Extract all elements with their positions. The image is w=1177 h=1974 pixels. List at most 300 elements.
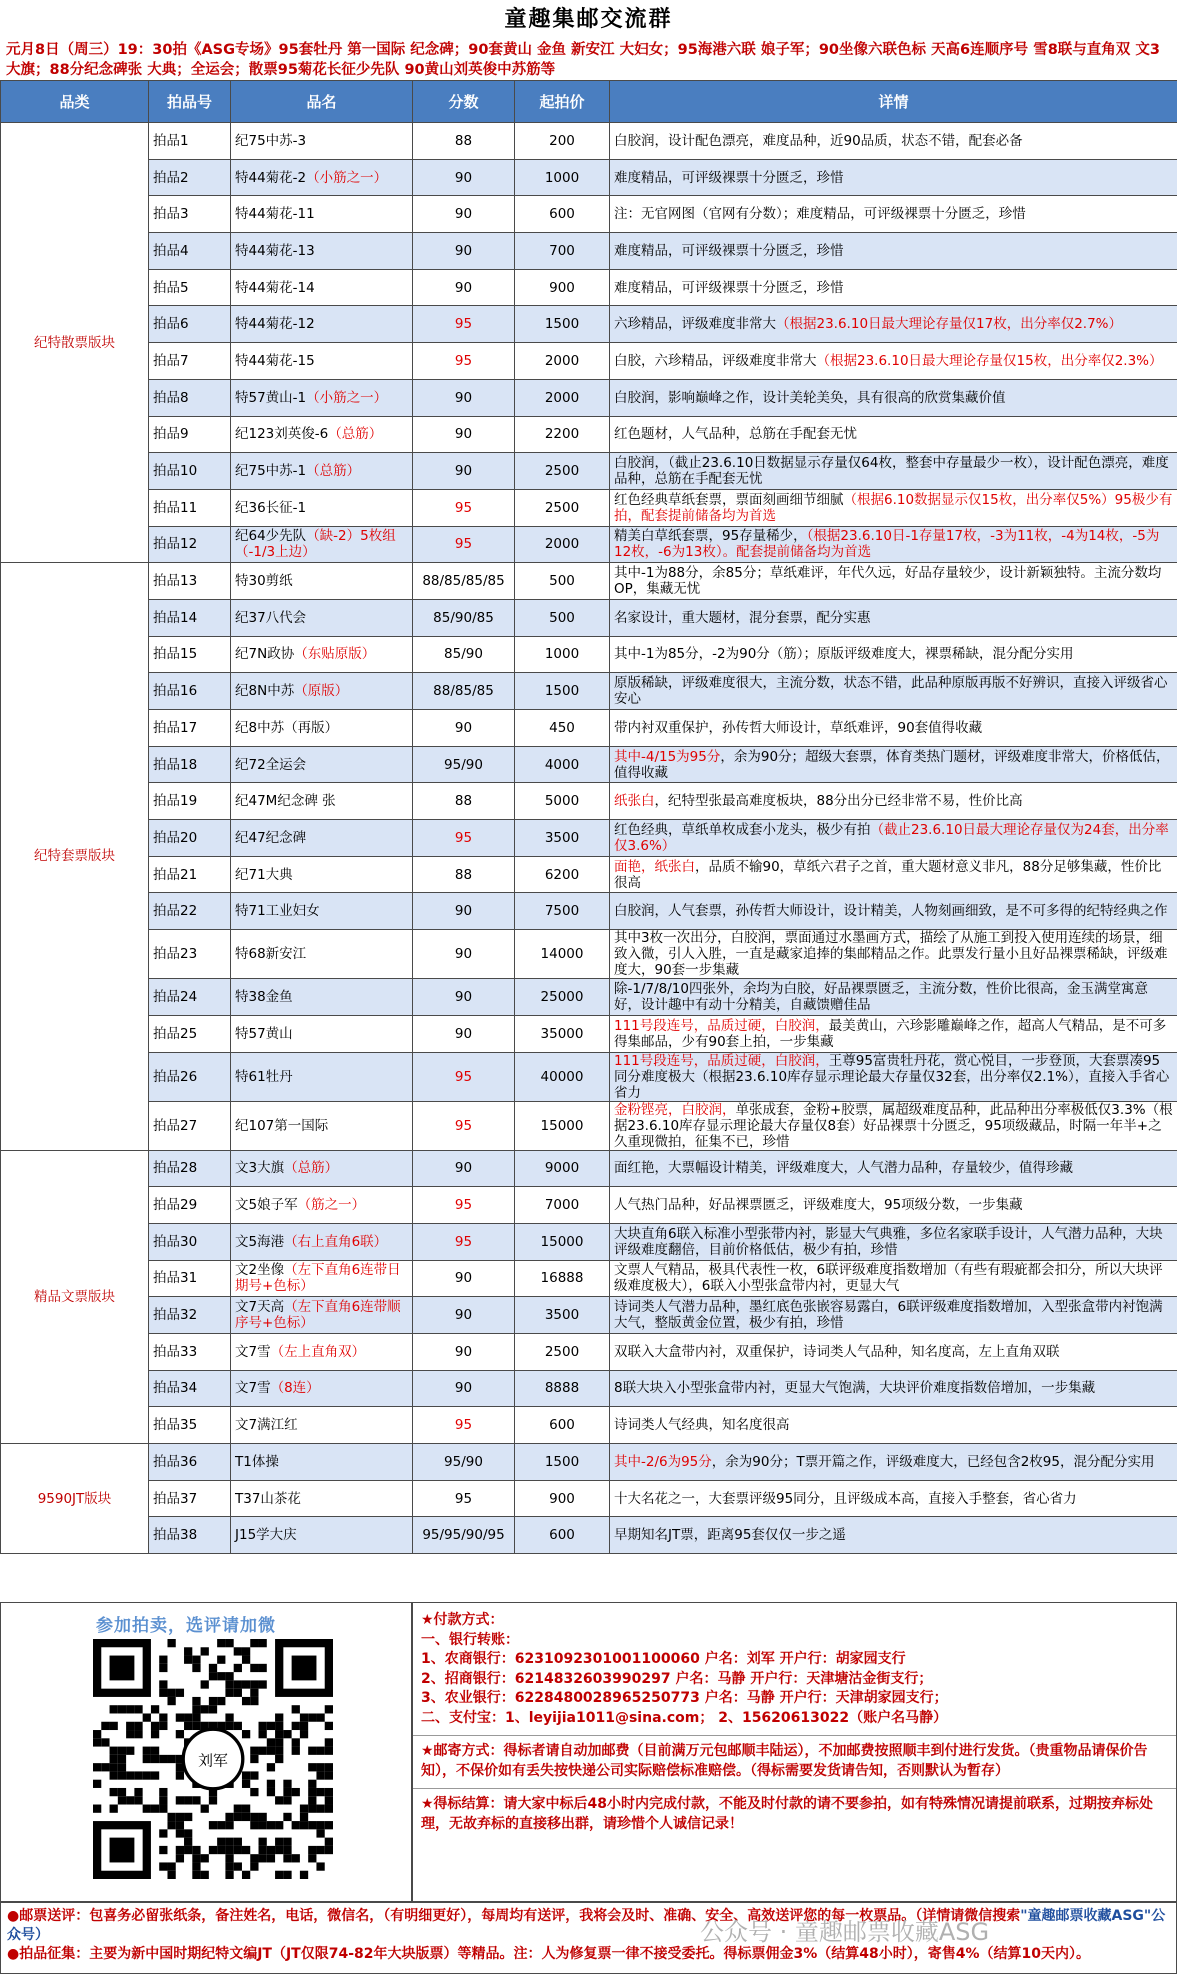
item-details [610,1333,1177,1370]
grade-score: 95 [413,343,515,380]
item-name-text: 文7雪 [235,1343,271,1360]
lot-number: 拍品27 [149,1101,231,1150]
table-row [1,1101,1177,1150]
table-row [1,1150,1177,1187]
details-text-after: ，余为90分；T票开篇之作，评级难度大，已经包含2枚95，混分配分实用 [711,1453,1155,1470]
details-text: 诗词类人气潜力品种，墨红底色张嵌容易露白，6联评级难度指数增加，入型张盒带内衬饱满大气，整版黄金位置，极少有拍，珍惜 [614,1299,1163,1332]
pay-line-3: 2、招商银行：6214832603990297 户名：马静 开户行：天津塘沽金街支行； [421,1670,933,1687]
details-text: 文票人气精品，极具代表性一枚，6联评级难度指数增加（有些有瑕疵都会扣分，所以大块评级难度极大），6联入小型张盒带内衬，更显大气 [614,1262,1163,1295]
item-name-text: 纪107第一国际 [235,1117,329,1134]
lot-number: 拍品32 [149,1297,231,1334]
lot-number: 拍品24 [149,979,231,1016]
start-price: 6200 [515,856,610,893]
item-name [231,1297,413,1334]
item-details [610,306,1177,343]
table-row [1,343,1177,380]
lot-number: 拍品5 [149,269,231,306]
lot-number: 拍品20 [149,820,231,857]
grade-score: 95 [413,306,515,343]
item-details [610,379,1177,416]
watermark: 公众号 · 童趣邮票收藏ASG [700,1918,990,1946]
grade-score: 95 [413,820,515,857]
table-row [1,416,1177,453]
item-name-text: 特57黄山-1 [235,389,307,406]
start-price: 600 [515,1407,610,1444]
item-name-text: J15学大庆 [235,1527,297,1544]
table-row [1,820,1177,857]
item-name-note: （原版） [294,683,349,700]
details-highlight: （根据23.6.10日最大理论存量仅17枚，出分率仅2.7%） [776,316,1123,333]
grade-score: 90 [413,1297,515,1334]
item-name-text: 纪64少先队 [235,528,307,545]
item-name-text: 文5海港 [235,1233,285,1250]
details-text: 注：无官网图（官网有分数）；难度精品，可评级裸票十分匮乏，珍惜 [614,206,1026,223]
item-name-note: （小筋之一） [306,389,388,406]
item-name [231,1052,413,1101]
details-text-after: ，余为90分；超级大套票，体育类热门题材，评级难度非常大，价格低估，值得收藏 [614,748,1170,781]
item-name-text: 特44菊花-14 [235,279,315,296]
grade-score: 90 [413,379,515,416]
grade-score: 95 [413,1407,515,1444]
item-name [231,269,413,306]
item-name [231,1015,413,1052]
details-text: 白胶润，设计配色漂亮，难度品种，近90品质，状态不错，配套必备 [614,132,1023,149]
item-name [231,343,413,380]
details-text: 其中-1为85分，-2为90分（筋）；原版评级难度大，裸票稀缺，混分配分实用 [614,646,1074,663]
lot-number: 拍品28 [149,1150,231,1187]
item-name-text: 特30剪纸 [235,573,293,590]
table-row [1,893,1177,930]
lot-number: 拍品30 [149,1223,231,1260]
table-row [1,196,1177,233]
notes-panel [0,1902,1177,1974]
table-row [1,1052,1177,1101]
col-header-details: 详情 [610,81,1177,123]
table-row [1,1517,1177,1554]
table-row [1,979,1177,1016]
note-appraisal-account: "童趣邮票收藏ASG"公众号） [7,1908,1166,1943]
grade-score: 90 [413,1370,515,1407]
details-text: 六珍精品，评级难度非常大 [614,316,776,333]
lot-number: 拍品19 [149,783,231,820]
item-details [610,159,1177,196]
details-text: 难度精品，可评级裸票十分匮乏，珍惜 [614,279,844,296]
lot-number: 拍品23 [149,930,231,979]
item-name [231,710,413,747]
details-text: 白胶润，影响巅峰之作，设计美轮美奂，具有很高的欣赏集藏价值 [614,389,1006,406]
grade-score: 88 [413,783,515,820]
table-row [1,710,1177,747]
item-details [610,1150,1177,1187]
start-price: 7500 [515,893,610,930]
grade-score: 90 [413,979,515,1016]
details-text: 红色经典，草纸单枚成套小龙头，极少有拍 [614,821,871,838]
item-name-text: 纪123刘英俊-6 [235,426,329,443]
item-name-text: 特44菊花-11 [235,206,315,223]
start-price: 900 [515,1480,610,1517]
item-name-text: 文5娘子军 [235,1197,298,1214]
item-name [231,783,413,820]
details-text: 早期知名JT票，距离95套仅仅一步之遥 [614,1527,846,1544]
item-name-text: 纪47纪念碑 [235,829,307,846]
start-price: 700 [515,233,610,270]
details-highlight: （根据23.6.10日最大理论存量仅15枚，出分率仅2.3%） [816,352,1163,369]
details-highlight: （根据23.6.10日-1存量17枚，-3为11枚，-4为14枚，-5为12枚，-6为13枚）。配套提前储备均为首选 [614,528,1160,561]
item-details [610,416,1177,453]
table-row [1,783,1177,820]
item-details [610,1517,1177,1554]
item-details [610,636,1177,673]
item-details [610,233,1177,270]
table-row [1,856,1177,893]
section-label: 纪特套票版块 [1,563,149,1150]
item-name-note: （缺-2）5枚组（-1/3上边） [235,528,396,561]
details-text: 人气热门品种，好品裸票匮乏，评级难度大，95项级分数，一步集藏 [614,1197,1023,1214]
grade-score: 85/90/85 [413,599,515,636]
start-price: 40000 [515,1052,610,1101]
item-details [610,746,1177,783]
grade-score: 90 [413,1015,515,1052]
grade-score: 88/85/85/85 [413,563,515,600]
item-details [610,1444,1177,1481]
start-price: 2200 [515,416,610,453]
col-header-category: 品类 [1,81,149,123]
table-header-row [1,81,1177,123]
table-row [1,1223,1177,1260]
item-details [610,783,1177,820]
item-name [231,746,413,783]
grade-score: 88 [413,856,515,893]
item-name-note: （总筋） [284,1160,339,1177]
start-price: 1000 [515,159,610,196]
item-details [610,1260,1177,1297]
section-label: 9590JT版块 [1,1444,149,1554]
item-name-note: （右上直角6联） [284,1233,388,1250]
item-name-note: （左下直角6连带日期号+色标） [235,1262,401,1295]
details-highlight: 111号段连号，品质过硬，白胶润， [614,1017,829,1034]
grade-score: 90 [413,233,515,270]
lot-number: 拍品37 [149,1480,231,1517]
details-text-after: 王尊95富贵牡丹花，赏心悦目，一步登顶，大套票凑95同分难度极大（根据23.6.10库存显示理论最大存量仅32套，出分率仅2.1%），直接入手省心省力 [614,1052,1170,1101]
pay-line-2: 1、农商银行：6231092301001100060 户名：刘军 开户行：胡家园支行 [421,1651,906,1667]
item-name-text: 特44菊花-15 [235,352,315,369]
item-name-text: 文7满江红 [235,1417,298,1434]
start-price: 1000 [515,636,610,673]
start-price: 2500 [515,453,610,490]
item-details [610,1101,1177,1150]
page-subtitle: 元月8日（周三）19：30拍《ASG专场》95套牡丹 第一国际 纪念碑；90套黄山 金鱼 新安江 大妇女；95海港六联 娘子军；90坐像六联色标 天高6连顺序号 雪8联与直角双 文3大旗；88分纪念碑张 大典；全运会；散票95菊花长征少先队 90黄山刘英俊中苏筋等 [6,42,1160,78]
table-row [1,746,1177,783]
item-details [610,599,1177,636]
start-price: 4000 [515,746,610,783]
table-row [1,1260,1177,1297]
grade-score: 95 [413,1187,515,1224]
item-details [610,673,1177,710]
item-details [610,1407,1177,1444]
grade-score: 90 [413,416,515,453]
details-text: 白胶，六珍精品，评级难度非常大 [614,352,817,369]
item-details [610,1480,1177,1517]
pay-line-5: 二、支付宝：1、leyijia1011@sina.com； 2、15620613022（账户名马静） [421,1709,948,1726]
table-row [1,123,1177,160]
item-name [231,1517,413,1554]
item-name-note: （筋之一） [297,1197,366,1214]
item-name [231,196,413,233]
table-row [1,1444,1177,1481]
table-row [1,1370,1177,1407]
item-details [610,453,1177,490]
details-text: 面红艳，大票幅设计精美，评级难度大，人气潜力品种，存量较少，值得珍藏 [614,1160,1073,1177]
note-consign: ●拍品征集：主要为新中国时期纪特文编JT（JT仅限74-82年大块版票）等精品。注：人为修复票一律不接受委托。得标票佣金3%（结算48小时），寄售4%（结算10天内）。 [7,1946,1091,1962]
details-highlight: 其中-2/6为95分 [614,1453,712,1470]
item-name [231,930,413,979]
qr-logo-text: 刘军 [198,1751,228,1770]
start-price: 500 [515,563,610,600]
details-highlight: （截止23.6.10日最大理论存量仅为24套，出分率仅3.6%） [614,821,1169,854]
item-name [231,563,413,600]
start-price: 5000 [515,783,610,820]
details-text: 十大名花之一，大套票评级95同分，且评级成本高，直接入手整套，省心省力 [614,1490,1077,1507]
item-name-text: 特61牡丹 [235,1068,293,1085]
lot-number: 拍品2 [149,159,231,196]
grade-score: 95 [413,526,515,563]
item-name-note: （8连） [270,1380,320,1397]
item-name [231,489,413,526]
start-price: 35000 [515,1015,610,1052]
item-details [610,196,1177,233]
grade-score: 90 [413,269,515,306]
details-text: 精美白草纸套票，95存量稀少， [614,528,807,545]
item-name [231,123,413,160]
col-header-lot: 拍品号 [149,81,231,123]
item-name-note: （左下直角6连带顺序号+色标） [235,1299,401,1332]
item-name-text: 纪72全运会 [235,756,307,773]
item-details [610,343,1177,380]
col-header-name: 品名 [231,81,413,123]
item-name [231,893,413,930]
details-text: 白胶润，（截止23.6.10日数据显示存量仅64枚，整套中存量最少一枚），设计配色漂亮，难度品种，总筋在手配套无忧 [614,455,1169,488]
details-text-after: ，品质不输90，草纸六君子之首，重大题材意义非凡，88分足够集藏，性价比很高 [614,858,1162,891]
lot-number: 拍品36 [149,1444,231,1481]
qr-title: 参加拍卖，选评请加微 [96,1616,276,1636]
item-name [231,416,413,453]
table-row [1,563,1177,600]
lot-number: 拍品38 [149,1517,231,1554]
item-name-text: T37山茶花 [235,1490,301,1507]
details-text: 白胶润，人气套票，孙传哲大师设计，设计精美，人物刻画细致，是不可多得的纪特经典之作 [614,903,1168,920]
item-name-note: （总筋） [328,426,383,443]
item-name-text: 纪75中苏-1 [235,463,307,480]
qr-panel [0,1602,412,1902]
details-text-after: ，纪特型张最高难度板块，88分出分已经非常不易，性价比高 [654,793,1023,810]
item-details [610,526,1177,563]
start-price: 500 [515,599,610,636]
table-row [1,1015,1177,1052]
lot-number: 拍品29 [149,1187,231,1224]
grade-score: 95 [413,1223,515,1260]
start-price: 1500 [515,306,610,343]
lot-number: 拍品6 [149,306,231,343]
grade-score: 90 [413,159,515,196]
table-row [1,1480,1177,1517]
item-name-text: 纪75中苏-3 [235,132,307,149]
item-name [231,453,413,490]
item-name-note: （小筋之一） [306,169,388,186]
col-header-price: 起拍价 [515,81,610,123]
table-row [1,599,1177,636]
details-text: 其中3枚一次出分，白胶润，票面通过水墨画方式，描绘了从施工到投入使用连续的场景，细致入微，引人入胜，一直是藏家追捧的集邮精品之作。此票发行量小且好品裸票稀缺，评级难度大，90套一步集藏 [614,930,1168,979]
start-price: 2000 [515,379,610,416]
start-price: 450 [515,710,610,747]
lot-number: 拍品12 [149,526,231,563]
start-price: 9000 [515,1150,610,1187]
item-name [231,1150,413,1187]
item-details [610,893,1177,930]
pay-line-4: 3、农业银行：6228480028965250773 户名：马静 开户行：天津胡家园支行； [421,1690,948,1706]
auction-table [0,80,1177,1554]
lot-number: 拍品4 [149,233,231,270]
lot-number: 拍品9 [149,416,231,453]
table-row [1,1187,1177,1224]
lot-number: 拍品8 [149,379,231,416]
item-details [610,1297,1177,1334]
grade-score: 95/90 [413,746,515,783]
details-text: 带内衬双重保护，孙传哲大师设计，草纸难评，90套值得收藏 [614,719,983,736]
table-row [1,1297,1177,1334]
item-name-text: 特38金鱼 [235,988,293,1005]
item-name-note: （左上直角双） [270,1343,366,1360]
lot-number: 拍品25 [149,1015,231,1052]
item-name [231,673,413,710]
grade-score: 90 [413,710,515,747]
table-row [1,379,1177,416]
grade-score: 90 [413,930,515,979]
grade-score: 90 [413,1150,515,1187]
grade-score: 95 [413,1052,515,1101]
lot-number: 拍品15 [149,636,231,673]
item-details [610,979,1177,1016]
item-name-text: 特68新安江 [235,946,307,963]
item-name-note: （东贴原版） [294,646,376,663]
lot-number: 拍品26 [149,1052,231,1101]
grade-score: 90 [413,1333,515,1370]
start-price: 2000 [515,343,610,380]
details-highlight: 面艳，纸张白 [614,858,695,875]
item-name-text: 纪36长征-1 [235,499,307,516]
item-name [231,159,413,196]
table-row [1,453,1177,490]
item-details [610,123,1177,160]
grade-score: 90 [413,893,515,930]
item-details [610,1187,1177,1224]
grade-score: 95 [413,1480,515,1517]
lot-number: 拍品33 [149,1333,231,1370]
start-price: 3500 [515,1297,610,1334]
details-highlight: 金粉铿亮，白胶润， [614,1101,736,1118]
grade-score: 90 [413,196,515,233]
item-name-text: 特44菊花-2 [235,169,307,186]
lot-number: 拍品10 [149,453,231,490]
details-text: 双联入大盒带内衬，双重保护，诗词类人气品种，知名度高，左上直角双联 [614,1343,1060,1360]
start-price: 900 [515,269,610,306]
item-name [231,1101,413,1150]
footer [0,1602,1177,1974]
pay-line-1: 一、银行转账： [421,1631,519,1648]
lot-number: 拍品16 [149,673,231,710]
grade-score: 85/90 [413,636,515,673]
lot-number: 拍品1 [149,123,231,160]
item-name [231,599,413,636]
item-name [231,1370,413,1407]
item-name [231,306,413,343]
grade-score: 90 [413,1260,515,1297]
item-name [231,1480,413,1517]
item-name [231,526,413,563]
start-price: 2500 [515,1333,610,1370]
item-name-text: 纪37八代会 [235,609,307,626]
item-details [610,930,1177,979]
item-name [231,979,413,1016]
item-name-text: 文3大旗 [235,1160,285,1177]
lot-number: 拍品34 [149,1370,231,1407]
item-details [610,1052,1177,1101]
lot-number: 拍品22 [149,893,231,930]
item-name-text: 文7雪 [235,1380,271,1397]
item-name-text: 特71工业妇女 [235,903,320,920]
details-text-after: 单张成套，金粉+胶票，属超级难度品种，此品种出分率极低仅3.3%（根据23.6.10库存显示理论最大存量仅8套）好品裸票十分匮乏，95项级藏品，时隔一年半+之久重现微拍，征集不已，珍惜 [614,1101,1173,1150]
details-highlight: 111号段连号，品质过硬，白胶润， [614,1052,829,1069]
lot-number: 拍品35 [149,1407,231,1444]
item-name-text: 纪47M纪念碑 张 [235,793,336,810]
item-name [231,233,413,270]
lot-number: 拍品3 [149,196,231,233]
details-text: 红色题材，人气品种，总筋在手配套无忧 [614,426,857,443]
item-name-text: 纪8N中苏 [235,683,295,700]
grade-score: 95/90 [413,1444,515,1481]
start-price: 1500 [515,1444,610,1481]
grade-score: 95/95/90/95 [413,1517,515,1554]
details-text-after: 最美黄山，六珍影雕巅峰之作，超高人气精品，是不可多得集邮品，少有90套上拍，一步集藏 [614,1017,1167,1050]
col-header-score: 分数 [413,81,515,123]
table-row [1,1407,1177,1444]
start-price: 2000 [515,526,610,563]
payment-panel [412,1602,1177,1902]
details-highlight: 其中-4/15为95分 [614,748,721,765]
start-price: 14000 [515,930,610,979]
item-name [231,379,413,416]
item-name [231,1444,413,1481]
table-row [1,489,1177,526]
lot-number: 拍品21 [149,856,231,893]
details-text: 红色经典草纸套票，票面刻画细节细腻 [614,491,844,508]
table-row [1,636,1177,673]
details-highlight: 纸张白 [614,793,655,810]
lot-number: 拍品31 [149,1260,231,1297]
table-row [1,159,1177,196]
pay-line-0: ★付款方式： [421,1612,504,1628]
lot-number: 拍品13 [149,563,231,600]
lot-number: 拍品14 [149,599,231,636]
item-name [231,1187,413,1224]
details-text: 大块直角6联入标准小型张带内衬，影显大气典雅，多位名家联手设计，人气潜力品种，大块评级难度翻倍，目前价格低估，极少有拍，珍惜 [614,1225,1163,1258]
item-details [610,1370,1177,1407]
item-name [231,856,413,893]
item-name [231,1223,413,1260]
start-price: 3500 [515,820,610,857]
item-name [231,820,413,857]
start-price: 8888 [515,1370,610,1407]
grade-score: 88/85/85 [413,673,515,710]
